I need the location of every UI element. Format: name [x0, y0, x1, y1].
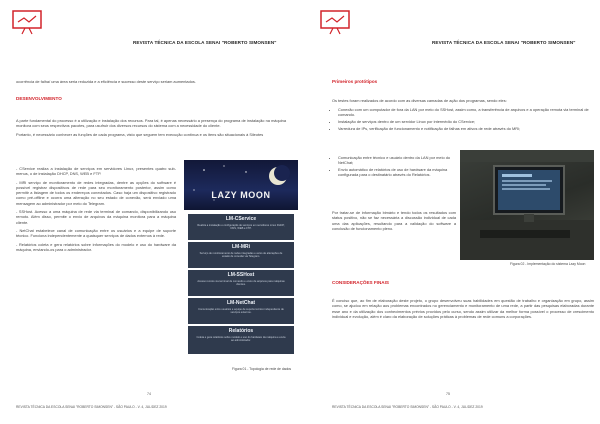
list-item: • Varredura de IPs, verificação de funcionamento e notificação de falhas em ativos de rede através do MRi; [338, 126, 592, 131]
header-title: REVISTA TÉCNICA DA ESCOLA SENAI "ROBERTO SIMONSEN" [133, 40, 277, 45]
diagram-box-desc: Realiza a instalação e configuração de serviços em servidores Linux DHCP, DNS, WEB e FTP. [197, 224, 285, 231]
diagram-box-desc: Comunicação entre usuários e equipe de suporte técnico independente de serviços externos. [198, 308, 284, 315]
diagram-box-netchat [188, 298, 294, 324]
senai-logo-icon [12, 10, 42, 36]
diagram-box-title: LM-MRi [231, 244, 251, 250]
list-item: • Conexão com um computador de fora da LAN por meio do SSHost, assim como, a transferência de arquivos e a operação remota via terminal de comando. [338, 107, 592, 118]
paragraph: - NetChat estabelece canal de comunicação entre os usuários e a equipe de suporte técnico. Funciona independentemente a quaisquer serviços de dados externos à rede. [16, 227, 176, 239]
page-footer: REVISTA TÉCNICA DA ESCOLA SENAI "ROBERTO SIMONSEN" - SÃO PAULO - V. 4, JUL/DEZ 2019 [332, 405, 483, 409]
diagram-box-cservice [188, 214, 294, 240]
diagram-box-title: LM-CService [225, 216, 257, 222]
figure-caption: Figura 01 - Topologia de rede de dados [232, 367, 292, 371]
diagram-box-title: LM-NetChat [226, 300, 256, 306]
diagram-box-desc: Acesso remoto via terminal de comando e envio de arquivos para máquinas clientes. [197, 280, 285, 287]
narrow-paragraph: Por tratar-se de informação bimário e tendo todos os resultados com status positivo, não se faz necessária a discussão individual de cada uma das aplicações, resultando para a validação do software a conclusão de funcionamento pleno. [332, 210, 456, 231]
paragraph: - SSHost. Acesso a uma máquina de rede via terminal de comando, disponibilizando uso remoto. Além disso, permite o envio de arquivos da máquina monitora para a máquina cliente. [16, 209, 176, 225]
diagram-box-desc: Coleta e gera relatórios sobre modelo e uso do hardware da máquina e envia ao administrador. [196, 336, 286, 343]
paragraph: - MRi serviço de monitoramento de redes integradas, dentre as opções do software é possível registrar dispositivos de rede para seu monitoramento posterior, assim como permitir a listagem de todos os endereços conectados. Caso haja um dispositivo registrado como pré-offline e ocorra uma alteração no seu estado de conexão, será enviado uma mensagem ao administrador por meio do Telegram. [16, 179, 176, 206]
header-title: REVISTA TÉCNICA DA ESCOLA SENAI "ROBERTO SIMONSEN" [432, 40, 576, 45]
list-item: • Instalação de serviços dentro de um servidor Linux por intermédio do CService; [338, 119, 592, 124]
list-item: • Comunicação entre técnico e usuário dentro da LAN por meio do NetChat; [338, 155, 458, 166]
moon-icon [184, 160, 298, 210]
page-number: 74 [147, 392, 151, 396]
list-item: • Envio automático de relatórios de uso de hardware da máquina configurada para o destinatário através do Relatórios. [338, 167, 458, 178]
diagram-box-title: LM-SSHost [227, 272, 255, 278]
paragraph: - Relatórios coleta e gera relatórios sobre informações do modelo e uso do hardware da máquina, enviando-os para o administrador. [16, 241, 176, 252]
page-number: 75 [446, 392, 450, 396]
section-heading-development: DESENVOLVIMENTO [16, 96, 62, 101]
final-paragraph: É conciso que, ao fim de elaboração deste projeto, o grupo desenvolveu suas habilidades em questão de trabalho e organização em grupo, assim como, se ajudou em relação aos problemas encontrados no gerenciamento e monitoramento de uma rede, a partir das pesquisas elaboradas durante esse ano e da utilização dos conhecimentos prévios providos pelo curso, sendo assim utilizar da melhor forma possível o processo de crescimento individual e evolução, além é claro da elaboração de soluções práticas à problemas de rede comuns a corporações. [332, 298, 594, 319]
paragraph: A parte fundamental do processo é a utilização e instalação dos recursos. Para tal, é apenas necessário a presença do programa de instalação na máquina monitora com seus respectivos pacotes, para usufruir dos diversos recursos do sistema com a necessidade do cliente. [16, 118, 286, 129]
body-column-top [16, 118, 286, 140]
diagram-box-relatorios [188, 326, 294, 354]
bullet-list-wide [332, 107, 592, 132]
monitor-photo-icon [460, 150, 594, 260]
body-column-narrow [16, 166, 176, 255]
diagram-header [184, 160, 298, 210]
section-heading-final: CONSIDERAÇÕES FINAIS [332, 280, 389, 285]
diagram-box-title: Relatórios [228, 328, 254, 334]
photo-caption: Figura 02 - Implementação do sistema Lazy Moon [510, 262, 586, 266]
senai-logo-icon [320, 10, 350, 36]
lazy-moon-diagram [184, 160, 298, 364]
diagram-box-desc: Serviço de monitoramento de redes integradas e aviso de alterações de estado de conexão via Telegram. [199, 252, 283, 259]
implementation-photo [460, 150, 594, 260]
diagram-brand: LAZY MOON [211, 190, 271, 200]
bullet-list-narrow [332, 155, 458, 179]
prototype-intro: Os testes foram realizados de acordo com as diversas camadas de ação dos programas, sendo eles: [332, 98, 507, 103]
section-heading-prototypes: Primeiros protótipos [332, 79, 378, 84]
diagram-box-mri [188, 242, 294, 268]
paragraph: Portanto, é necessário conhecer as funções de cada programa, visto que seguem tem execução contínua e os itens são situacionais à Sileotes [16, 131, 264, 137]
diagram-box-sshost [188, 270, 294, 296]
page-footer: REVISTA TÉCNICA DA ESCOLA SENAI "ROBERTO SIMONSEN" - SÃO PAULO - V. 4, JUL/DEZ 2019 [16, 405, 167, 409]
intro-line: ocorrência de falha/ uma área seria reduzida e a eficiência e sucesso deste serviço seriam aumentados. [16, 79, 196, 84]
paragraph: - CService realiza a instalação de serviços em servidores Linux, presentes quatro sub-menus, o de instalação DHCP, DNS, WEB e FTP. [16, 166, 176, 177]
